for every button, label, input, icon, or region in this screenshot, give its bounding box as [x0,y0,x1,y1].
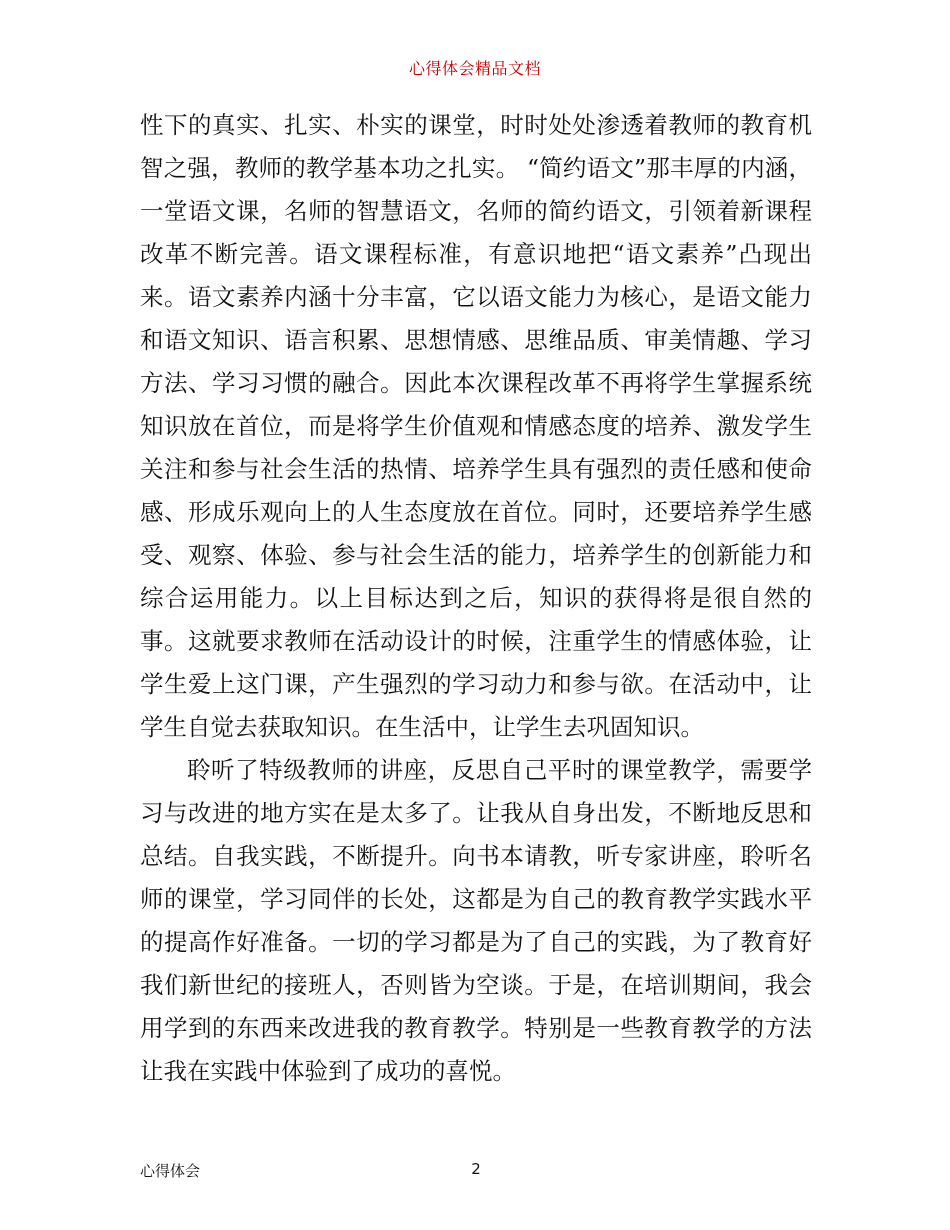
document-body [140,104,812,1093]
paragraph-2: 聆听了特级教师的讲座，反思自己平时的课堂教学，需要学习与改进的地方实在是太多了。让我从自身出发，不断地反思和总结。自我实践，不断提升。向书本请教，听专家讲座，聆听名师的课堂，学习同伴的长处，这都是为自己的教育教学实践水平的提高作好准备。一切的学习都是为了自己的实践，为了教育好我们新世纪的接班人，否则皆为空谈。于是，在培训期间，我会用学到的东西来改进我的教育教学。特别是一些教育教学的方法让我在实践中体验到了成功的喜悦。 [140,756,812,1085]
footer-label: 心得体会 [140,1162,201,1180]
page-footer [140,1160,812,1184]
page-header-title: 心得体会精品文档 [408,59,541,78]
page-number: 2 [471,1160,481,1178]
paragraph-1: 性下的真实、扎实、朴实的课堂，时时处处渗透着教师的教育机智之强，教师的教学基本功之扎实。 “简约语文”那丰厚的内涵，一堂语文课，名师的智慧语文，名师的简约语文，引领着新课程改革不断完善。语文课程标准，有意识地把“语文素养”凸现出来。语文素养内涵十分丰富，它以语文能力为核心，是语文能力和语文知识、语言积累、思想情感、思维品质、审美情趣、学习方法、学习习惯的融合。因此本次课程改革不再将学生掌握系统知识放在首位，而是将学生价值观和情感态度的培养、激发学生关注和参与社会生活的热情、培养学生具有强烈的责任感和使命感、形成乐观向上的人生态度放在首位。同时，还要培养学生感受、观察、体验、参与社会生活的能力，培养学生的创新能力和综合运用能力。以上目标达到之后，知识的获得将是很自然的事。这就要求教师在活动设计的时候，注重学生的情感体验，让学生爱上这门课，产生强烈的学习动力和参与欲。在活动中，让学生自觉去获取知识。在生活中，让学生去巩固知识。 [140,111,812,741]
